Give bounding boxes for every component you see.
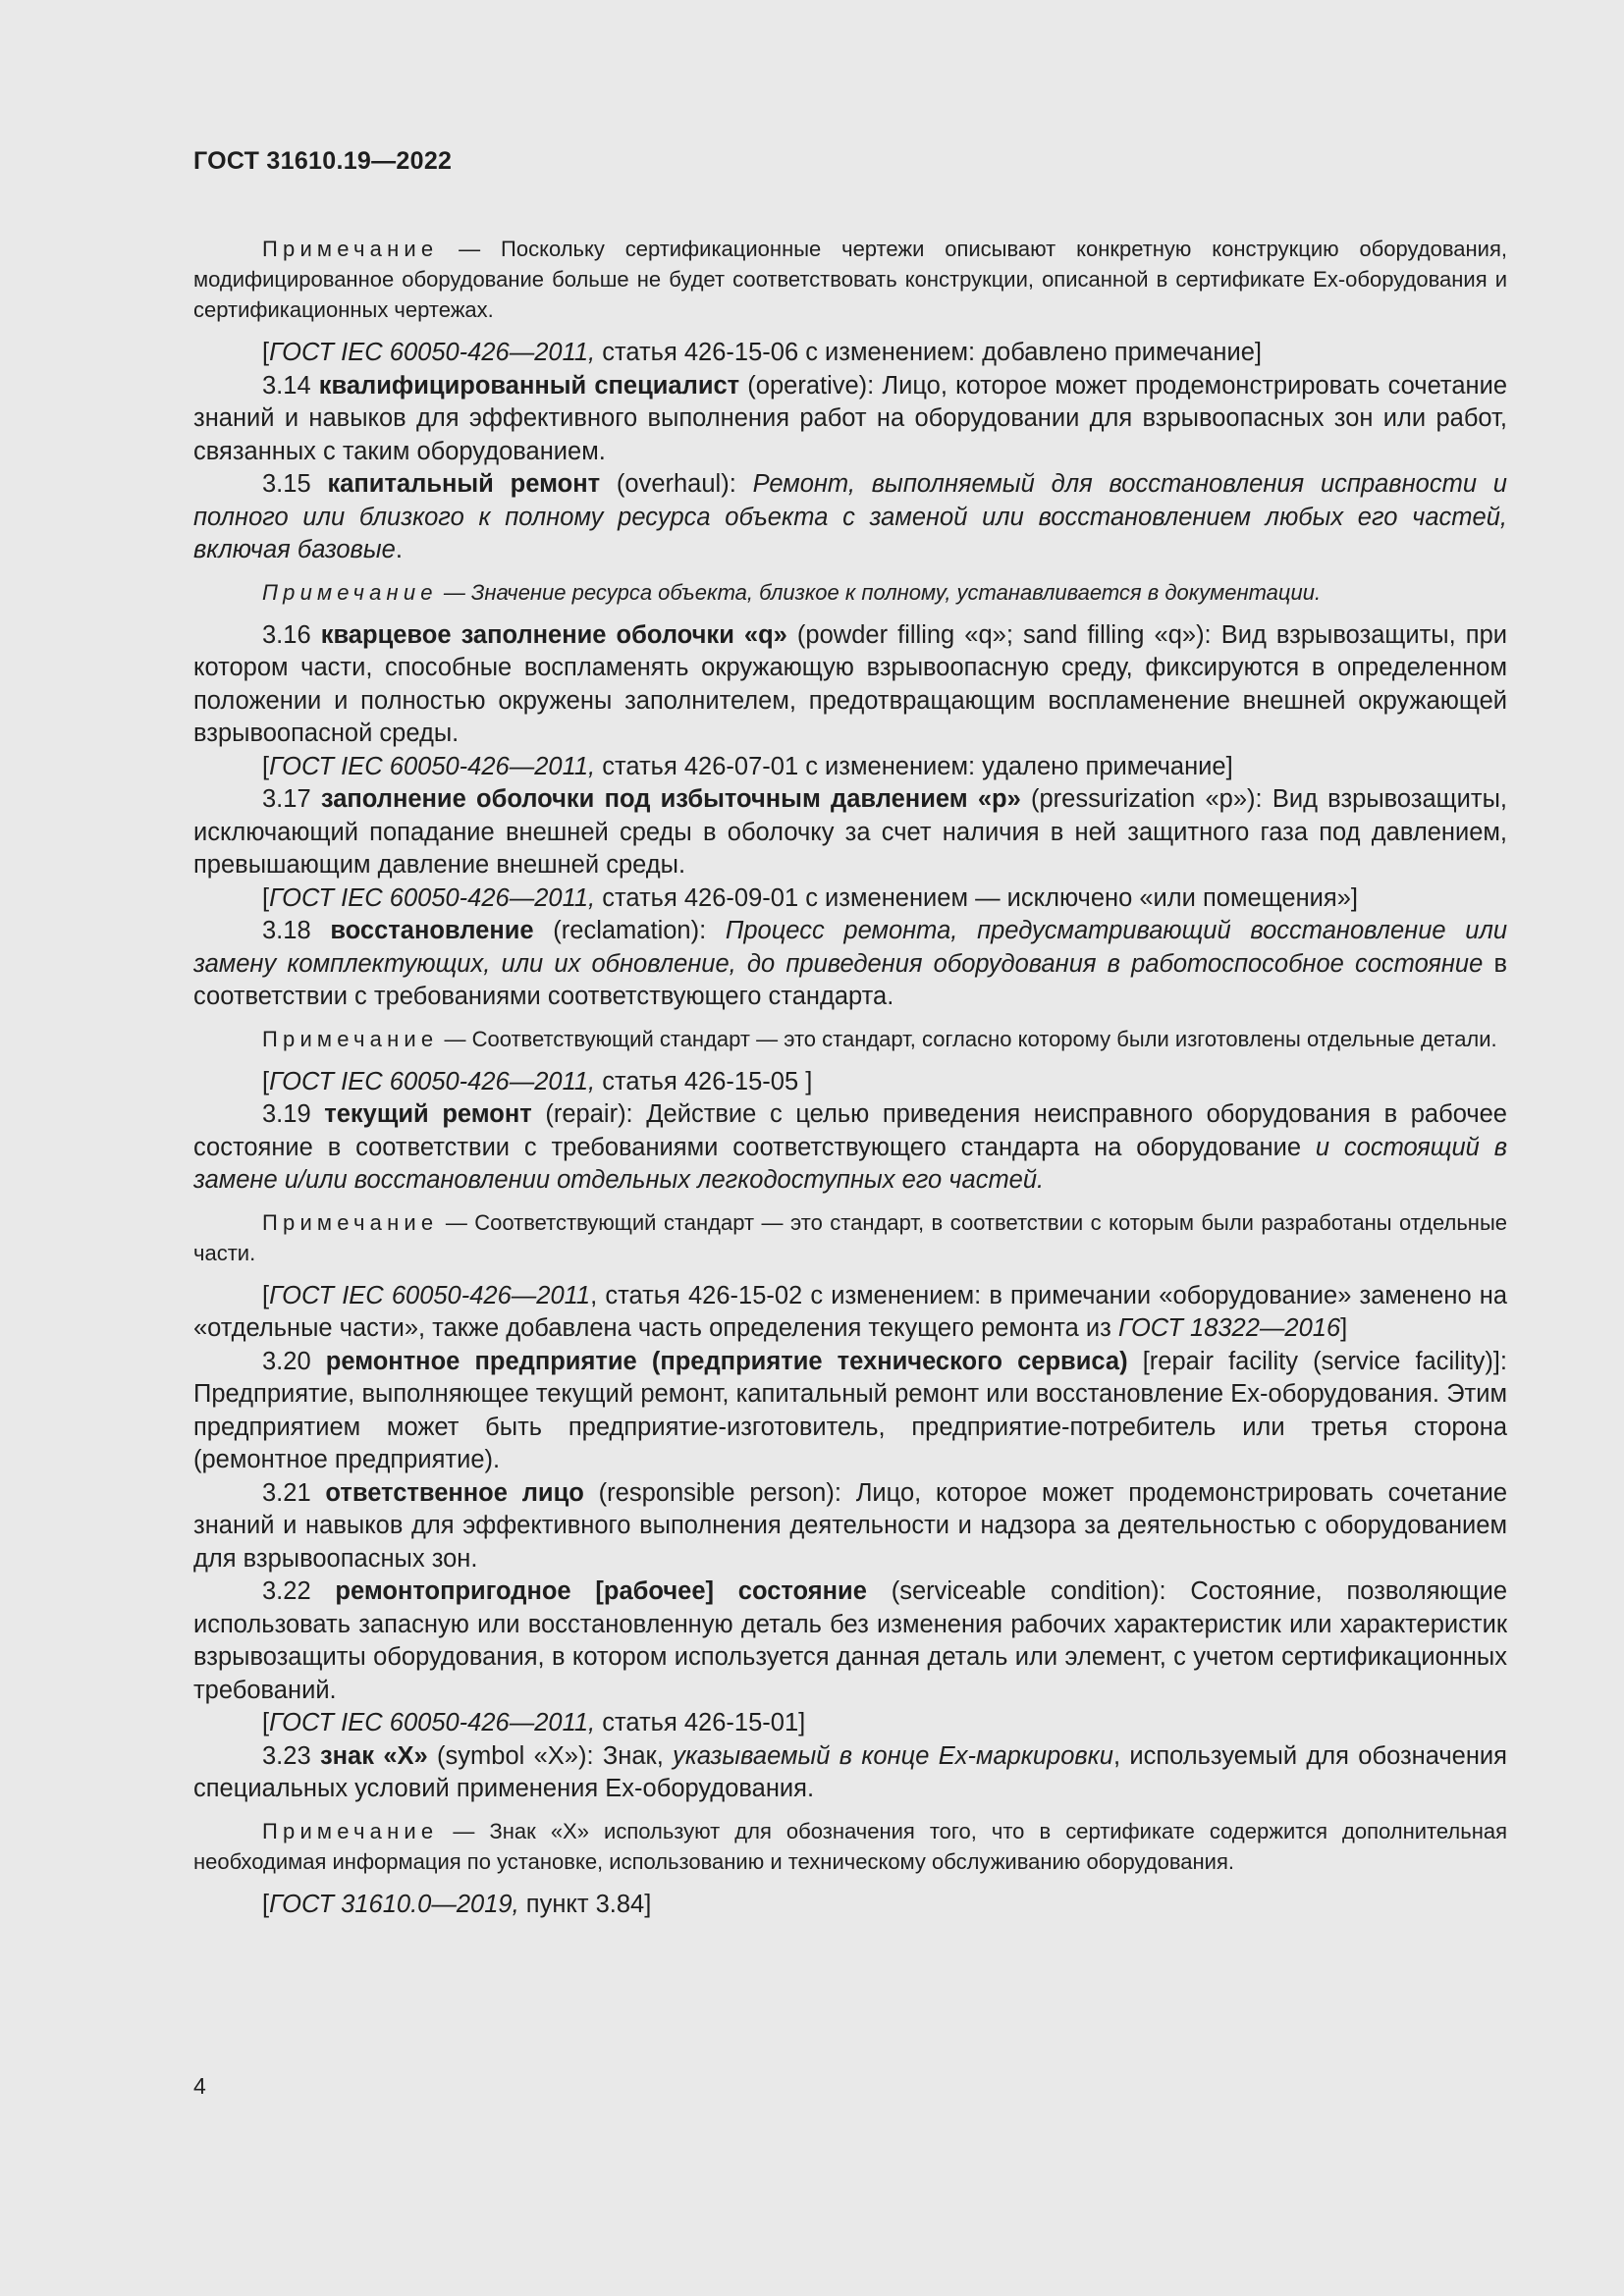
bracket: [ [262, 752, 270, 780]
document-header: ГОСТ 31610.19—2022 [193, 147, 453, 175]
term-name: кварцевое заполнение оболочки «q» [320, 620, 787, 649]
term-3-16 [193, 619, 1507, 751]
term-name: текущий ремонт [324, 1100, 532, 1128]
note-text: — Соответствующий стандарт — это стандарт, в соответствии с которым были разработаны отдельные части. [193, 1209, 1507, 1265]
term-number: 3.15 [262, 470, 328, 498]
note-3-13 [193, 234, 1507, 325]
source-rest: статья 426-09-01 с изменением — исключено «или помещения»] [595, 883, 1358, 912]
term-number: 3.23 [262, 1741, 320, 1770]
source-rest: , статья 426-15-02 с изменением: в примечании «оборудование» заменено на «отдельные части», также добавлена часть определения текущего ремонта из [193, 1281, 1508, 1342]
term-definition: [repair facility (service facility)]: Предприятие, выполняющее текущий ремонт, капитальный ремонт или восстановление Ex-оборудования. Этим предприятием может быть предприятие-изготовитель, предприятие-потребитель или третья сторона (ремонтное предприятие). [193, 1347, 1507, 1473]
source-ref: ГОСТ IEC 60050-426—2011, [269, 1067, 596, 1095]
bracket-close: ] [1340, 1314, 1348, 1342]
term-3-23 [193, 1740, 1507, 1806]
term-number: 3.21 [262, 1478, 326, 1507]
term-definition: (pressurization «р»): Вид взрывозащиты, исключающий попадание внешней среды в оболочку за счет наличия в ней защитного газа под давлением, превышающим давление внешней среды. [193, 785, 1507, 879]
term-end: в соответствии с требованиями соответствующего стандарта. [193, 949, 1507, 1010]
term-3-17 [193, 783, 1507, 882]
term-name: ответственное лицо [325, 1478, 584, 1507]
source-3-23 [193, 1889, 1507, 1922]
term-3-18 [193, 915, 1507, 1014]
note-text: — Знак «X» используют для обозначения того, что в сертификате содержится дополнительная необходимая информация по установке, использованию и техническому обслуживанию оборудования. [193, 1818, 1507, 1874]
source-3-19 [193, 1280, 1507, 1346]
term-3-19 [193, 1098, 1507, 1198]
bracket: [ [262, 1890, 270, 1918]
term-number: 3.14 [262, 371, 319, 400]
term-definition: (operative): Лицо, которое может продемонстрировать сочетание знаний и навыков для эффективного выполнения работ на оборудовании для взрывоопасных зон или работ, связанных с таким оборудованием. [193, 371, 1508, 465]
term-name: восстановление [330, 917, 534, 944]
term-number: 3.20 [262, 1347, 326, 1375]
note-3-15 [193, 577, 1507, 608]
term-number: 3.17 [262, 785, 321, 813]
term-name: знак «X» [319, 1741, 428, 1770]
source-3-18 [193, 1066, 1507, 1099]
term-3-20 [193, 1346, 1507, 1477]
source-ref-2: ГОСТ 18322—2016 [1117, 1314, 1341, 1342]
source-ref: ГОСТ IEC 60050-426—2011, [269, 1709, 596, 1736]
document-body [193, 224, 1507, 1921]
source-ref: ГОСТ IEC 60050-426—2011, [269, 339, 596, 366]
term-name: ремонтное предприятие (предприятие технического сервиса) [325, 1347, 1128, 1375]
term-definition: Процесс ремонта, предусматривающий восстановление или замену комплектующих, или их обновление, до приведения оборудования в работоспособное состояние [193, 917, 1508, 978]
term-definition: (powder filling «q»; sand filling «q»): Вид взрывозащиты, при котором части, способные воспламенять окружающую взрывоопасную среду, фиксируются в определенном положении и полностью окружены заполнителем, предотвращающим воспламенение внешней окружающей взрывоопасной среды. [193, 620, 1507, 747]
bracket: [ [262, 1281, 270, 1309]
source-rest: статья 426-07-01 с изменением: удалено примечание] [595, 752, 1233, 780]
source-rest: статья 426-15-05 ] [595, 1067, 813, 1095]
term-number: 3.22 [262, 1577, 336, 1605]
bracket: [ [262, 1067, 270, 1095]
term-definition-italic: указываемый в конце Ex-маркировки [673, 1741, 1113, 1770]
term-name: ремонтопригодное [рабочее] состояние [335, 1577, 867, 1605]
term-number: 3.18 [262, 917, 331, 944]
term-end: . [395, 536, 403, 563]
source-3-16 [193, 751, 1507, 784]
term-number: 3.19 [262, 1100, 325, 1128]
source-rest: статья 426-15-01] [595, 1709, 806, 1736]
term-name: квалифицированный специалист [318, 371, 740, 400]
note-3-18 [193, 1024, 1507, 1054]
note-3-19 [193, 1207, 1507, 1268]
bracket: [ [262, 1709, 270, 1736]
term-3-14 [193, 370, 1507, 469]
term-definition: (serviceable condition): Состояние, позволяющие использовать запасную или восстановленную деталь без изменения рабочих характеристик или характеристик взрывозащиты оборудования, в котором используется данная деталь или элемент, с учетом сертификационных требований. [193, 1577, 1507, 1704]
source-ref: ГОСТ IEC 60050-426—2011 [269, 1281, 591, 1309]
note-label: Примечание [262, 1818, 439, 1843]
term-definition-italic: и состоящий в замене и/или восстановлении отдельных легкодоступных его частей. [193, 1133, 1508, 1194]
source-ref: ГОСТ 31610.0—2019, [269, 1890, 519, 1918]
source-ref: ГОСТ IEC 60050-426—2011, [269, 752, 596, 780]
source-3-13 [193, 337, 1507, 370]
note-label: Примечание [262, 1209, 439, 1235]
note-text: — Поскольку сертификационные чертежи описывают конкретную конструкцию оборудования, модифицированное оборудование больше не будет соответствовать конструкции, описанной в сертификате Ex-оборудования и сертификационных чертежах. [193, 237, 1507, 322]
source-rest: статья 426-15-06 с изменением: добавлено примечание] [595, 339, 1262, 366]
term-3-22 [193, 1575, 1507, 1707]
term-english: (overhaul): [600, 470, 753, 498]
term-name: заполнение оболочки под избыточным давлением «р» [320, 785, 1021, 813]
term-3-21 [193, 1477, 1507, 1576]
term-definition: , используемый для обозначения специальных условий применения Ex-оборудования. [193, 1741, 1507, 1802]
note-3-23 [193, 1816, 1507, 1877]
note-label: Примечание [262, 1026, 439, 1051]
term-name: капитальный ремонт [327, 470, 601, 498]
term-3-15 [193, 468, 1507, 567]
source-ref: ГОСТ IEC 60050-426—2011, [269, 883, 596, 912]
note-label: Примечание [262, 237, 439, 261]
term-definition: (repair): Действие с целью приведения неисправного оборудования в рабочее состояние в соответствии с требованиями соответствующего стандарта на оборудование [193, 1100, 1507, 1161]
term-english: (symbol «X»): Знак, [427, 1741, 674, 1770]
source-rest: пункт 3.84] [518, 1890, 652, 1918]
note-text: — Значение ресурса объекта, близкое к полному, устанавливается в документации. [437, 579, 1322, 605]
term-definition: (responsible person): Лицо, которое может продемонстрировать сочетание знаний и навыков для эффективного выполнения деятельности и надзора за деятельностью с оборудованием для взрывоопасных зон. [193, 1478, 1507, 1573]
bracket: [ [262, 883, 270, 912]
note-text: — Соответствующий стандарт — это стандарт, согласно которому были изготовлены отдельные детали. [438, 1026, 1497, 1051]
bracket: [ [262, 339, 270, 366]
page-number: 4 [193, 2073, 206, 2099]
note-label: Примечание [262, 579, 438, 605]
term-number: 3.16 [262, 620, 321, 649]
term-english: (reclamation): [533, 917, 726, 944]
source-3-22 [193, 1707, 1507, 1740]
term-definition: Ремонт, выполняемый для восстановления исправности и полного или близкого к полному ресурса объекта с заменой или восстановлением любых его частей, включая базовые [193, 470, 1507, 563]
source-3-17 [193, 882, 1507, 916]
